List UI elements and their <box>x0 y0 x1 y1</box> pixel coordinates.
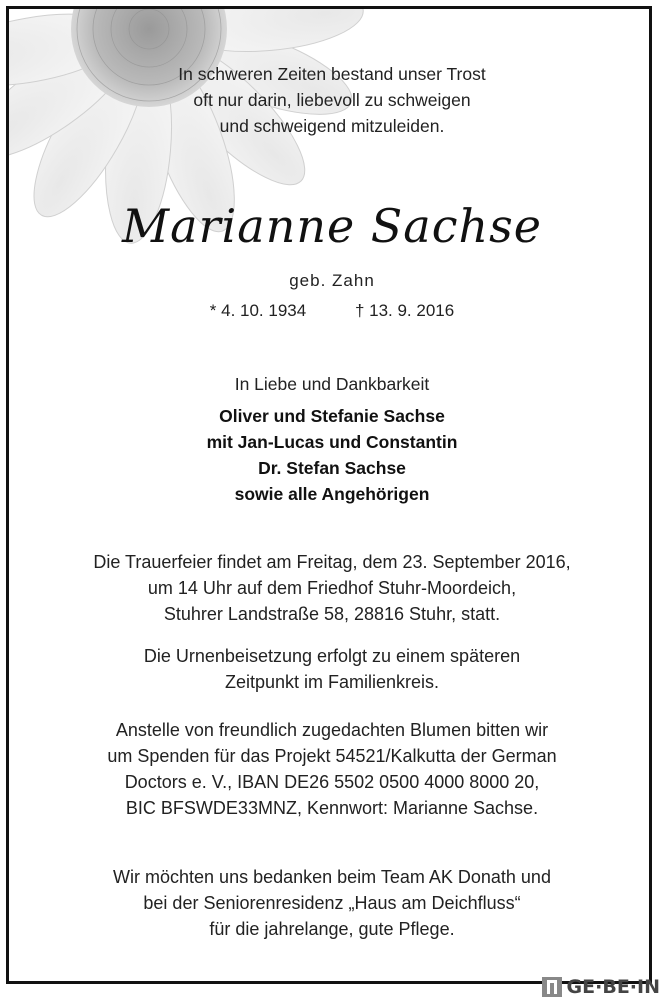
donation-line: Anstelle von freundlich zugedachten Blumen bitten wir <box>115 720 549 740</box>
obituary-frame <box>6 6 652 984</box>
mourner-line: sowie alle Angehörigen <box>234 484 430 504</box>
mourner-line: Oliver und Stefanie Sachse <box>219 406 445 426</box>
quote-line: In schweren Zeiten bestand unser Trost <box>178 64 486 84</box>
funeral-line: um 14 Uhr auf dem Friedhof Stuhr-Moordeich, <box>147 578 517 598</box>
thanks-paragraph <box>9 864 652 942</box>
urn-line: Die Urnenbeisetzung erfolgt zu einem späteren <box>143 646 521 666</box>
logo-text: GE·BE·IN <box>566 976 660 998</box>
maiden-name: geb. Zahn <box>289 271 375 290</box>
death-date: † 13. 9. 2016 <box>354 301 455 320</box>
deceased-name: Marianne Sachse <box>122 199 542 253</box>
birth-date: * 4. 10. 1934 <box>209 301 307 320</box>
thanks-line: für die jahrelange, gute Pflege. <box>209 919 455 939</box>
funeral-line: Die Trauerfeier findet am Freitag, dem 23. September 2016, <box>93 552 571 572</box>
donation-paragraph <box>9 717 652 821</box>
publisher-logo <box>541 976 660 998</box>
quote-line: und schweigend mitzuleiden. <box>219 116 445 136</box>
funeral-paragraph <box>9 549 652 627</box>
funeral-line: Stuhrer Landstraße 58, 28816 Stuhr, statt. <box>163 604 501 624</box>
donation-line: BIC BFSWDE33MNZ, Kennwort: Marianne Sachse. <box>125 798 539 818</box>
opening-quote <box>9 61 652 139</box>
quote-line: oft nur darin, liebevoll zu schweigen <box>193 90 471 110</box>
life-dates <box>9 301 652 321</box>
thanks-line: bei der Seniorenresidenz „Haus am Deichfluss“ <box>143 893 521 913</box>
urn-line: Zeitpunkt im Familienkreis. <box>224 672 440 692</box>
mourner-line: Dr. Stefan Sachse <box>258 458 406 478</box>
mourners-list <box>9 403 652 507</box>
donation-line: um Spenden für das Projekt 54521/Kalkutta der German <box>107 746 557 766</box>
urn-paragraph <box>9 643 652 695</box>
mourner-line: mit Jan-Lucas und Constantin <box>206 432 458 452</box>
donation-line: Doctors e. V., IBAN DE26 5502 0500 4000 8000 20, <box>124 772 540 792</box>
gebein-logo-icon <box>541 976 563 998</box>
thanks-line: Wir möchten uns bedanken beim Team AK Donath und <box>113 867 551 887</box>
mourners-intro: In Liebe und Dankbarkeit <box>234 374 430 394</box>
